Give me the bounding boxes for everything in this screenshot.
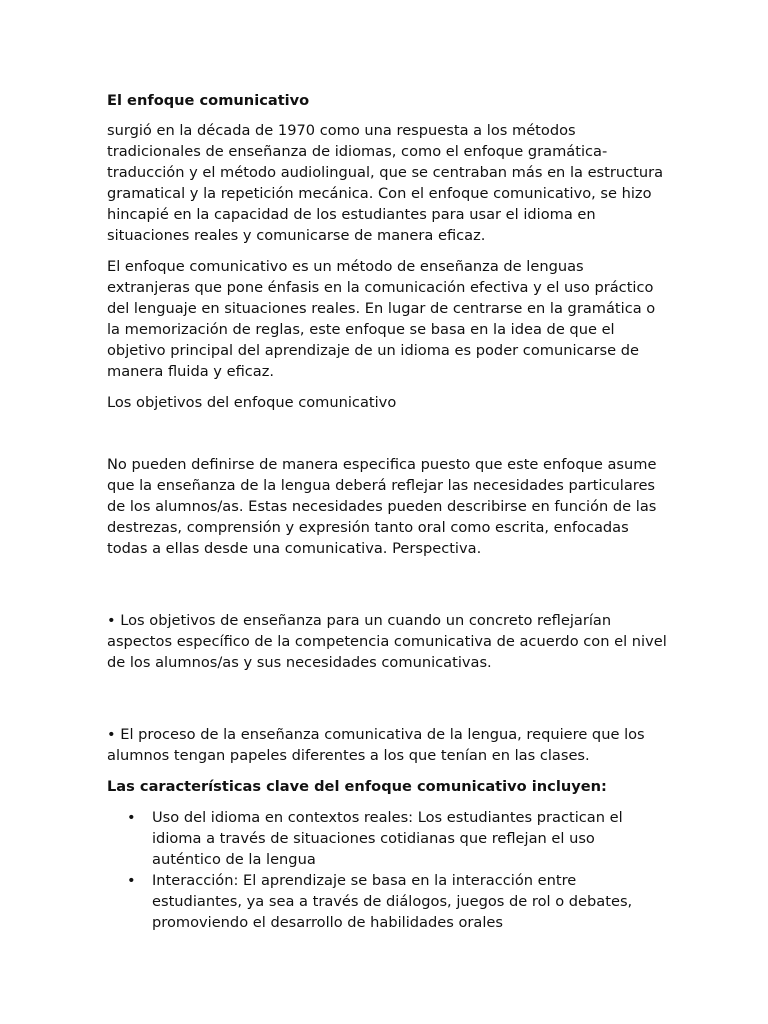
document-title: El enfoque comunicativo — [107, 92, 310, 109]
intro-paragraph-2: El enfoque comunicativo es un método de enseñanza de lenguas extranjeras que pone énfasis en la comunicación efectiva y el uso práctico del lenguaje en situaciones reales. En lugar de centrarse en la gramática o la memorización de reglas, este enfoque se basa en la idea de que el objetivo principal del aprendizaje de un idioma es poder comunicarse de manera fluida y eficaz. — [107, 258, 656, 380]
spacer — [107, 423, 667, 454]
document-page — [107, 90, 667, 933]
intro-paragraph-1: surgió en la década de 1970 como una respuesta a los métodos tradicionales de enseñanza de idiomas, como el enfoque gramática-traducción y el método audiolingual, que se centraban más en la estructura gramatical y la repetición mecánica. Con el enfoque comunicativo, se hizo hincapié en la capacidad de los estudiantes para usar el idioma en situaciones reales y comunicarse de manera eficaz. — [107, 122, 664, 244]
bullet-icon: • — [127, 809, 136, 826]
key-characteristics-list — [107, 807, 667, 933]
list-item — [107, 807, 667, 870]
bullet-paragraph-objectives: • Los objetivos de enseñanza para un cuando un concreto reflejarían aspectos específico de la competencia comunicativa de acuerdo con el nivel de los alumnos/as y sus necesidades comunicativas. — [107, 612, 667, 671]
spacer — [107, 569, 667, 610]
key-characteristics-heading: Las características clave del enfoque comunicativo incluyen: — [107, 778, 607, 795]
bullet-icon: • — [127, 872, 136, 889]
objectives-subheading: Los objetivos del enfoque comunicativo — [107, 394, 397, 411]
bullet-paragraph-process: • El proceso de la enseñanza comunicativa de la lengua, requiere que los alumnos tengan papeles diferentes a los que tenían en las clases. — [107, 726, 645, 764]
list-item — [107, 870, 667, 933]
objectives-paragraph: No pueden definirse de manera especifica puesto que este enfoque asume que la enseñanza de la lengua deberá reflejar las necesidades particulares de los alumnos/as. Estas necesidades pueden describirse en función de las destrezas, comprensión y expresión tanto oral como escrita, enfocadas todas a ellas desde una comunicativa. Perspectiva. — [107, 456, 657, 557]
list-item-text: Uso del idioma en contextos reales: Los estudiantes practican el idioma a través de situaciones cotidianas que reflejan el uso auténtico de la lengua — [152, 809, 623, 868]
list-item-text: Interacción: El aprendizaje se basa en la interacción entre estudiantes, ya sea a través de diálogos, juegos de rol o debates, promoviendo el desarrollo de habilidades orales — [152, 872, 633, 931]
spacer — [107, 683, 667, 724]
